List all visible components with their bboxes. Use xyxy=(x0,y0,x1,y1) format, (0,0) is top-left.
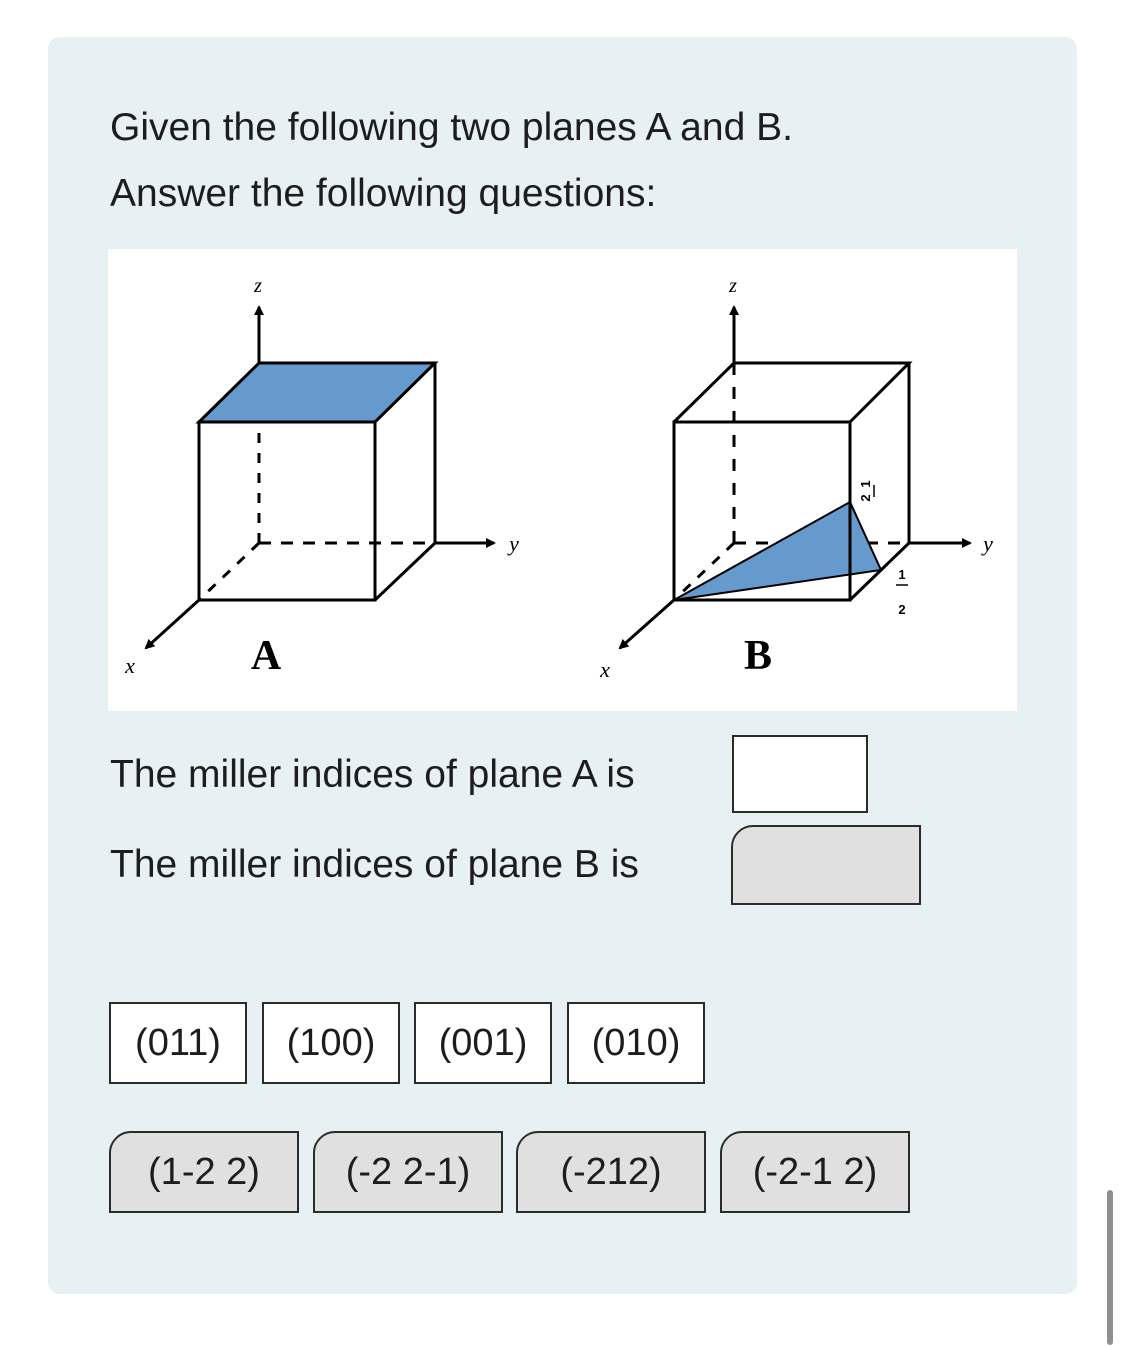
planes-figure xyxy=(108,249,1017,711)
cube-b-z-label: z xyxy=(729,275,737,297)
option-chip[interactable]: (010) xyxy=(567,1002,705,1084)
fraction-y-intercept xyxy=(896,567,908,617)
scrollbar[interactable] xyxy=(1107,1190,1113,1345)
question-b-text[interactable]: The miller indices of plane B is xyxy=(110,843,639,886)
cube-b-y-label: y xyxy=(983,531,993,556)
planes-diagram xyxy=(108,249,1017,711)
question-a-text: The miller indices of plane A is xyxy=(110,753,635,796)
cube-a-x-label: x xyxy=(125,653,135,678)
option-chip[interactable]: (-212) xyxy=(516,1131,706,1213)
answer-b-dropzone[interactable] xyxy=(731,825,921,905)
option-chip[interactable]: (-2 2-1) xyxy=(313,1131,503,1213)
cube-b xyxy=(599,275,993,682)
prompt-line-2: Answer the following questions: xyxy=(110,172,657,215)
answer-a-dropzone[interactable] xyxy=(732,735,868,813)
fraction-z-intercept xyxy=(858,480,874,501)
cube-a-y-label: y xyxy=(509,531,519,556)
plane-a-shape xyxy=(199,363,435,422)
svg-text:1: 1 xyxy=(898,567,906,582)
svg-text:2: 2 xyxy=(858,494,873,502)
cube-b-label: B xyxy=(743,633,773,679)
option-chip[interactable]: (1-2 2) xyxy=(109,1131,299,1213)
option-chip[interactable]: (-2-1 2) xyxy=(720,1131,910,1213)
cube-a-label: A xyxy=(250,633,282,679)
cube-b-x-label: x xyxy=(600,657,610,682)
prompt-line-1: Given the following two planes A and B. xyxy=(110,106,793,149)
cube-a xyxy=(124,275,519,679)
svg-text:1: 1 xyxy=(858,480,873,488)
svg-text:2: 2 xyxy=(898,602,906,617)
option-chip[interactable]: (100) xyxy=(262,1002,400,1084)
cube-a-z-label: z xyxy=(254,275,262,297)
option-chip[interactable]: (011) xyxy=(109,1002,247,1084)
option-chip[interactable]: (001) xyxy=(414,1002,552,1084)
